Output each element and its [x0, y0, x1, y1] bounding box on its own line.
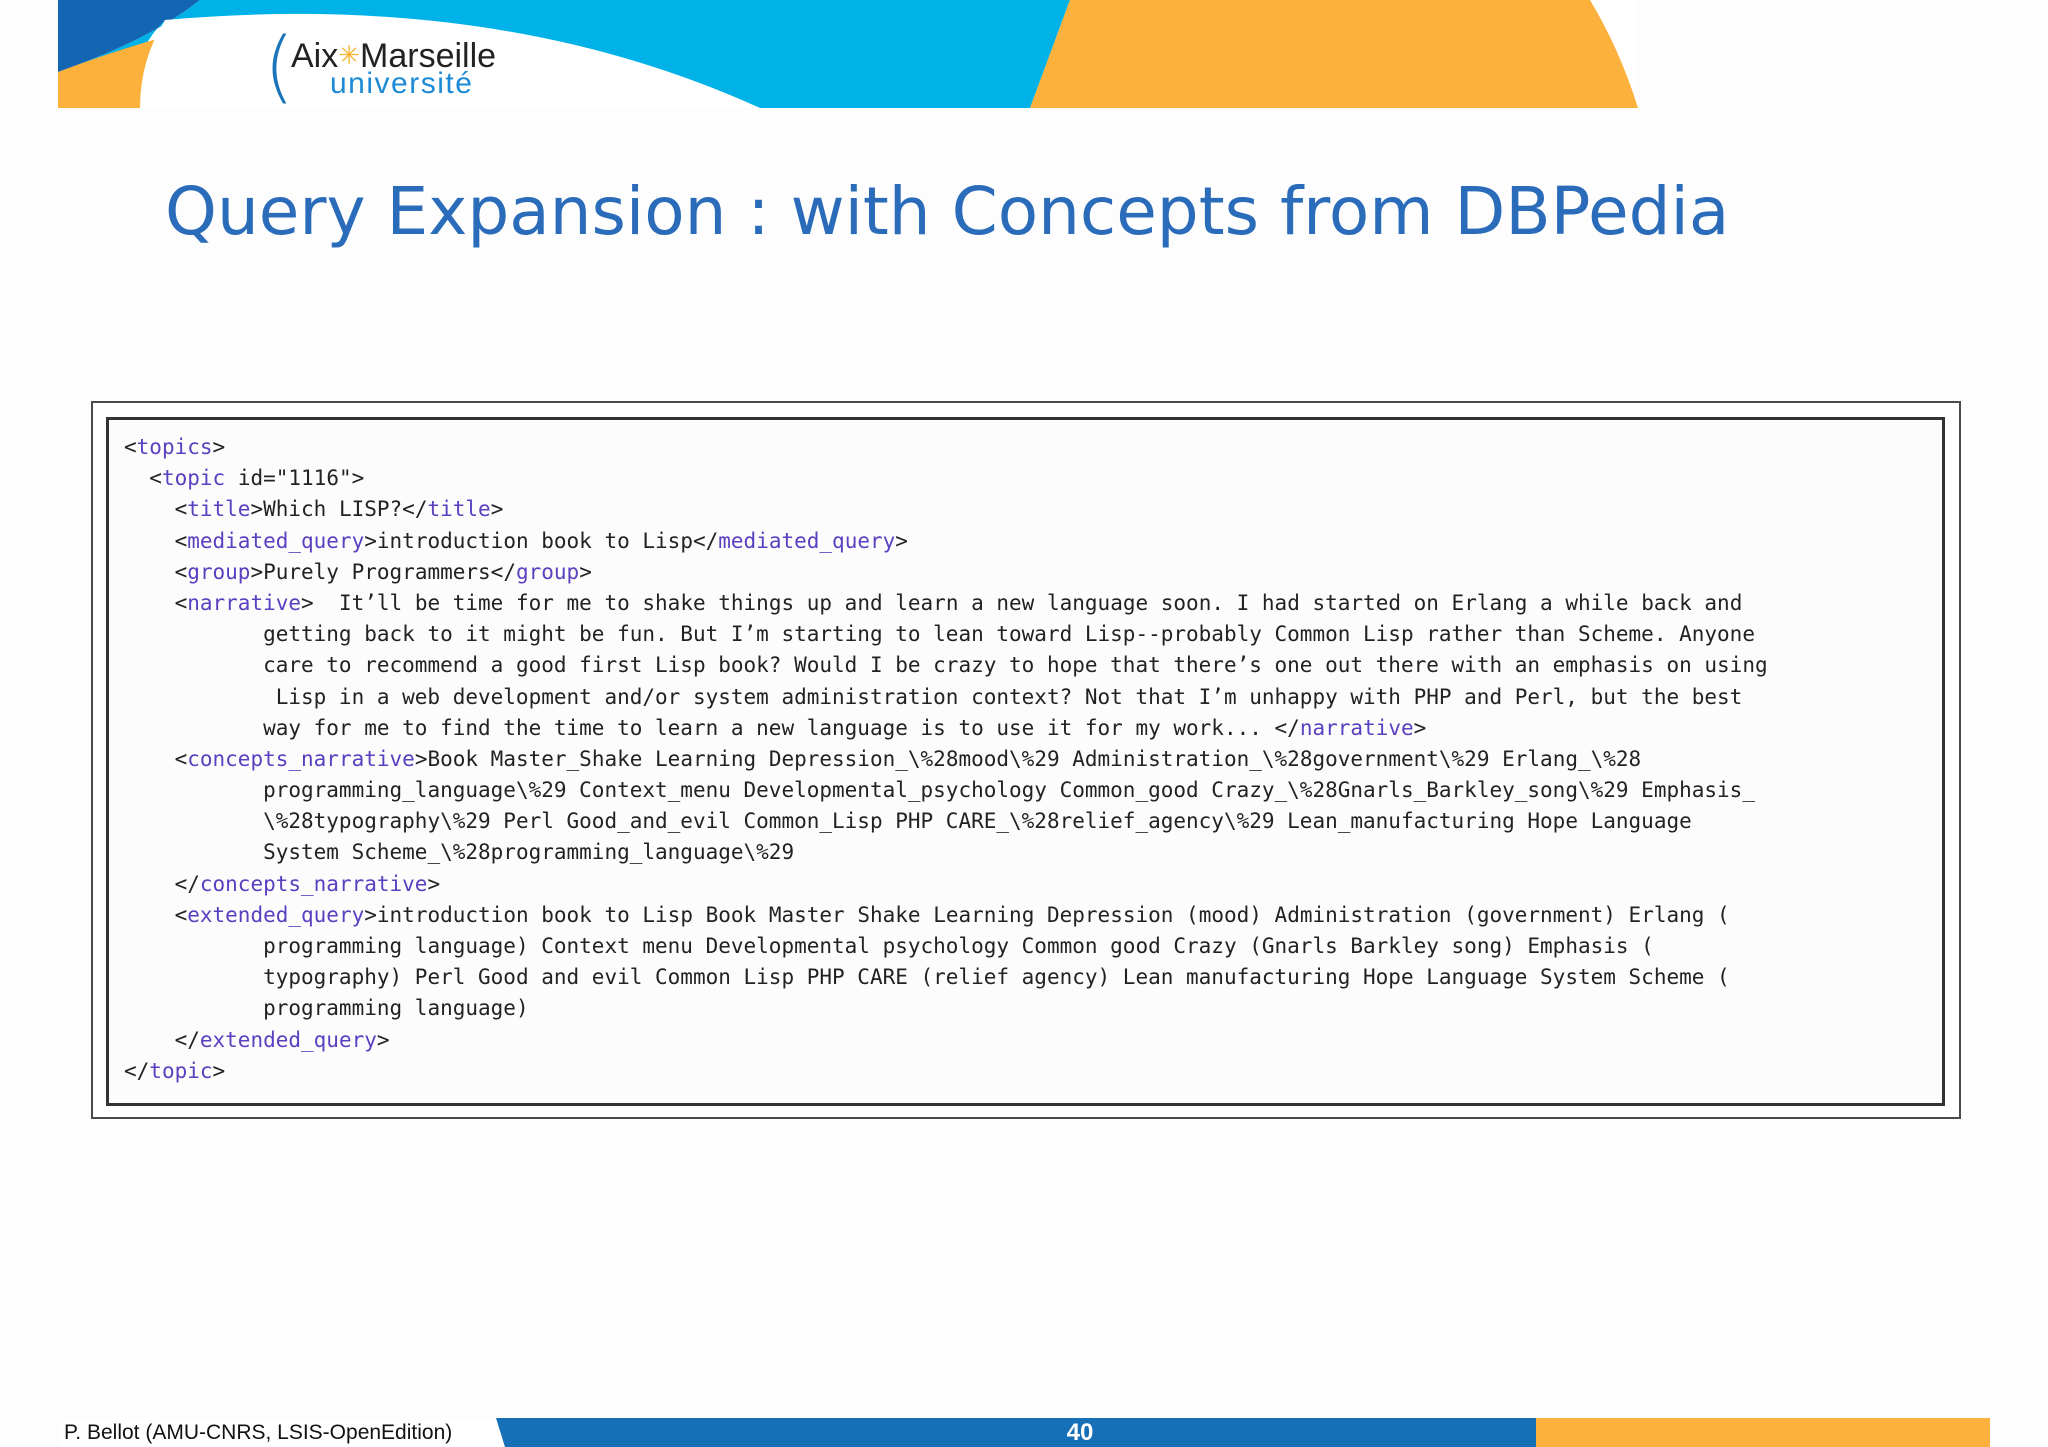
xml-tag-name: concepts_narrative	[187, 746, 415, 771]
code-line	[124, 619, 1934, 650]
code-text: <	[174, 902, 188, 927]
code-line	[124, 744, 1934, 775]
code-text: <	[174, 590, 188, 615]
xml-tag-name: narrative	[1299, 715, 1414, 740]
xml-tag-name: title	[427, 497, 491, 522]
xml-tag-name: narrative	[187, 590, 302, 615]
code-text: <	[124, 435, 137, 459]
code-line	[124, 900, 1934, 931]
code-text: >introduction book to Lisp</	[364, 528, 719, 553]
code-line	[124, 993, 1934, 1024]
xml-tag-name: concepts_narrative	[199, 871, 428, 896]
code-text: <	[174, 746, 188, 771]
code-text: System Scheme_\%28programming_language\%29	[263, 840, 795, 865]
code-line	[124, 463, 1934, 494]
code-line	[124, 713, 1934, 744]
code-text: >	[895, 528, 908, 553]
code-text: getting back to it might be fun. But I’m starting to lean toward Lisp--probably Common Lisp rather than Scheme. Anyone	[263, 622, 1755, 647]
code-text: >introduction book to Lisp Book Master Shake Learning Depression (mood) Administration (government) Erlang (	[364, 902, 1730, 927]
code-text: >	[376, 1027, 390, 1052]
code-line	[124, 962, 1934, 993]
code-text: >	[490, 497, 504, 522]
code-line	[124, 1056, 1934, 1087]
code-text: typography) Perl Good and evil Common Lisp PHP CARE (relief agency) Lean manufacturing Hope Language System Scheme (	[263, 965, 1730, 990]
code-text: care to recommend a good first Lisp book? Would I be crazy to hope that there’s one out there with an emphasis on using	[263, 653, 1768, 678]
code-text: >	[427, 871, 441, 896]
code-text: >	[212, 435, 226, 459]
code-text: <	[174, 497, 188, 522]
xml-tag-name: mediated_query	[718, 528, 896, 553]
xml-tag-name: group	[187, 559, 251, 584]
code-line	[124, 682, 1934, 713]
logo-text-aix: Aix	[291, 37, 339, 75]
code-text: >	[1413, 715, 1427, 740]
code-line	[124, 588, 1934, 619]
code-text: >Purely Programmers</	[250, 559, 516, 584]
xml-tag-name: topic	[149, 1058, 213, 1083]
code-text: > It’ll be time for me to shake things up and learn a new language soon. I had started on Erlang a while back and	[301, 590, 1743, 615]
xml-tag-name: title	[187, 497, 251, 522]
xml-tag-name: extended_query	[199, 1027, 377, 1052]
logo-parenthesis: (	[264, 22, 295, 112]
code-text: >	[579, 559, 592, 584]
code-text: >	[212, 1058, 226, 1083]
code-line	[124, 775, 1934, 806]
code-text: <	[174, 528, 188, 553]
code-text: >Which LISP?</	[250, 497, 428, 522]
page-number: 40	[1066, 1419, 1094, 1446]
code-line	[124, 931, 1934, 962]
code-text: programming_language\%29 Context_menu Developmental_psychology Common_good Crazy_\%28Gnarls_Barkley_song\%29 Emphasis_	[263, 778, 1755, 803]
code-text: >Book Master_Shake Learning Depression_\%28mood\%29 Administration_\%28government\%29 Erlang_\%28	[414, 746, 1642, 771]
code-text: way for me to find the time to learn a new language is to use it for my work... </	[263, 715, 1300, 740]
university-logo	[264, 22, 524, 112]
code-text: </	[174, 871, 200, 896]
code-line	[124, 494, 1934, 525]
code-text: <	[149, 466, 162, 491]
slide-footer	[58, 1418, 1990, 1447]
footer-author: P. Bellot (AMU-CNRS, LSIS-OpenEdition)	[64, 1421, 453, 1444]
code-line	[124, 432, 1934, 463]
code-line	[124, 869, 1934, 900]
code-line	[124, 806, 1934, 837]
code-line	[124, 650, 1934, 681]
xml-code-block	[124, 432, 1934, 1087]
code-text: programming language)	[263, 996, 529, 1021]
slide-title: Query Expansion : with Concepts from DBPedia	[165, 173, 1730, 250]
xml-tag-name: topic	[161, 466, 226, 491]
code-text: \%28typography\%29 Perl Good_and_evil Common_Lisp PHP CARE_\%28relief_agency\%29 Lean_manufacturing Hope Language	[263, 809, 1692, 834]
logo-subtitle: université	[330, 67, 474, 100]
xml-tag-name: group	[515, 559, 580, 584]
code-text: programming language) Context menu Developmental psychology Common good Crazy (Gnarls Barkley song) Emphasis (	[263, 934, 1654, 958]
code-text: </	[124, 1058, 150, 1083]
code-line	[124, 557, 1934, 588]
xml-tag-name: mediated_query	[187, 528, 365, 553]
xml-tag-name: topics	[136, 435, 213, 459]
logo-text-marseille: Marseille	[360, 37, 497, 75]
code-text: id="1116">	[225, 466, 365, 491]
code-line	[124, 1025, 1934, 1056]
code-text: <	[174, 559, 188, 584]
code-text: </	[174, 1027, 200, 1052]
xml-tag-name: extended_query	[187, 902, 365, 927]
star-icon: ✳	[338, 40, 361, 70]
code-text: Lisp in a web development and/or system administration context? Not that I’m unhappy with PHP and Perl, but the best	[275, 684, 1743, 709]
code-line	[124, 526, 1934, 557]
code-line	[124, 837, 1934, 868]
